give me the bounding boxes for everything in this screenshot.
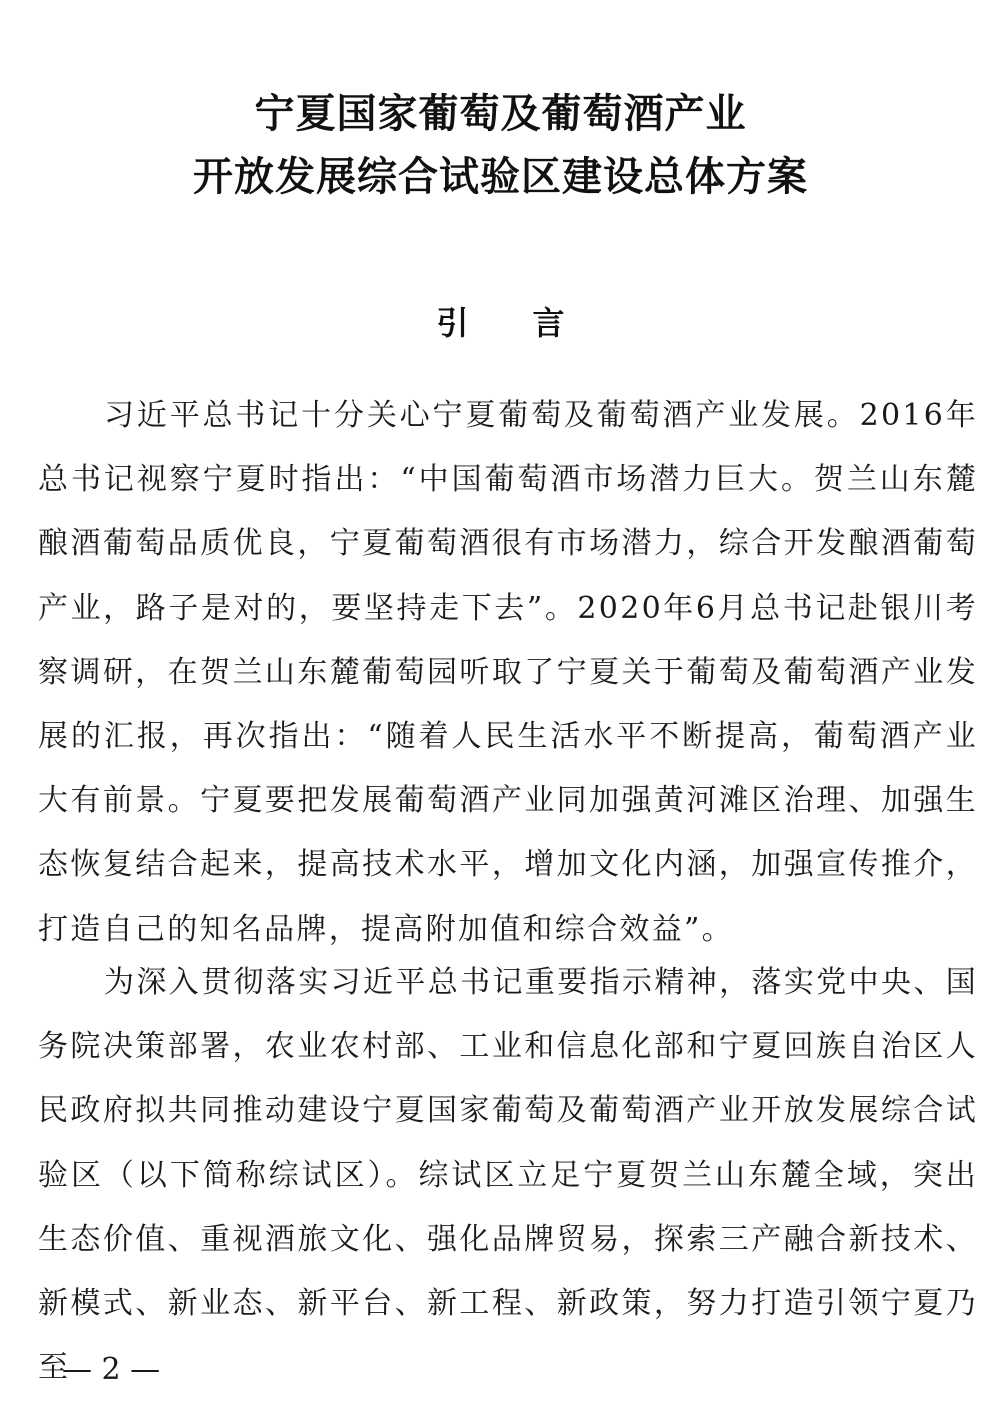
paragraph-1: 习近平总书记十分关心宁夏葡萄及葡萄酒产业发展。2016年总书记视察宁夏时指出：“中国葡萄酒市场潜力巨大。贺兰山东麓酿酒葡萄品质优良，宁夏葡萄酒很有市场潜力，综合开发酿酒葡萄产业，路子是对的，要坚持走下去”。2020年6月总书记赴银川考察调研，在贺兰山东麓葡萄园听取了宁夏关于葡萄及葡萄酒产业发展的汇报，再次指出：“随着人民生活水平不断提高，葡萄酒产业大有前景。宁夏要把发展葡萄酒产业同加强黄河滩区治理、加强生态恢复结合起来，提高技术水平，增加文化内涵，加强宣传推介，打造自己的知名品牌，提高附加值和综合效益”。: [38, 398, 978, 947]
paragraph-2: 为深入贯彻落实习近平总书记重要指示精神，落实党中央、国务院决策部署，农业农村部、工业和信息化部和宁夏回族自治区人民政府拟共同推动建设宁夏国家葡萄及葡萄酒产业开放发展综合试验区（以下简称综试区）。综试区立足宁夏贺兰山东麓全域，突出生态价值、重视酒旅文化、强化品牌贸易，探索三产融合新技术、新模式、新业态、新平台、新工程、新政策，努力打造引领宁夏乃至: [38, 965, 978, 1386]
section-heading-introduction: 引言: [436, 304, 629, 342]
document-title-line-2: 开放发展综合试验区建设总体方案: [193, 154, 808, 200]
document-title-line-1: 宁夏国家葡萄及葡萄酒产业: [254, 91, 747, 137]
page-number: — 2 —: [62, 1352, 161, 1387]
